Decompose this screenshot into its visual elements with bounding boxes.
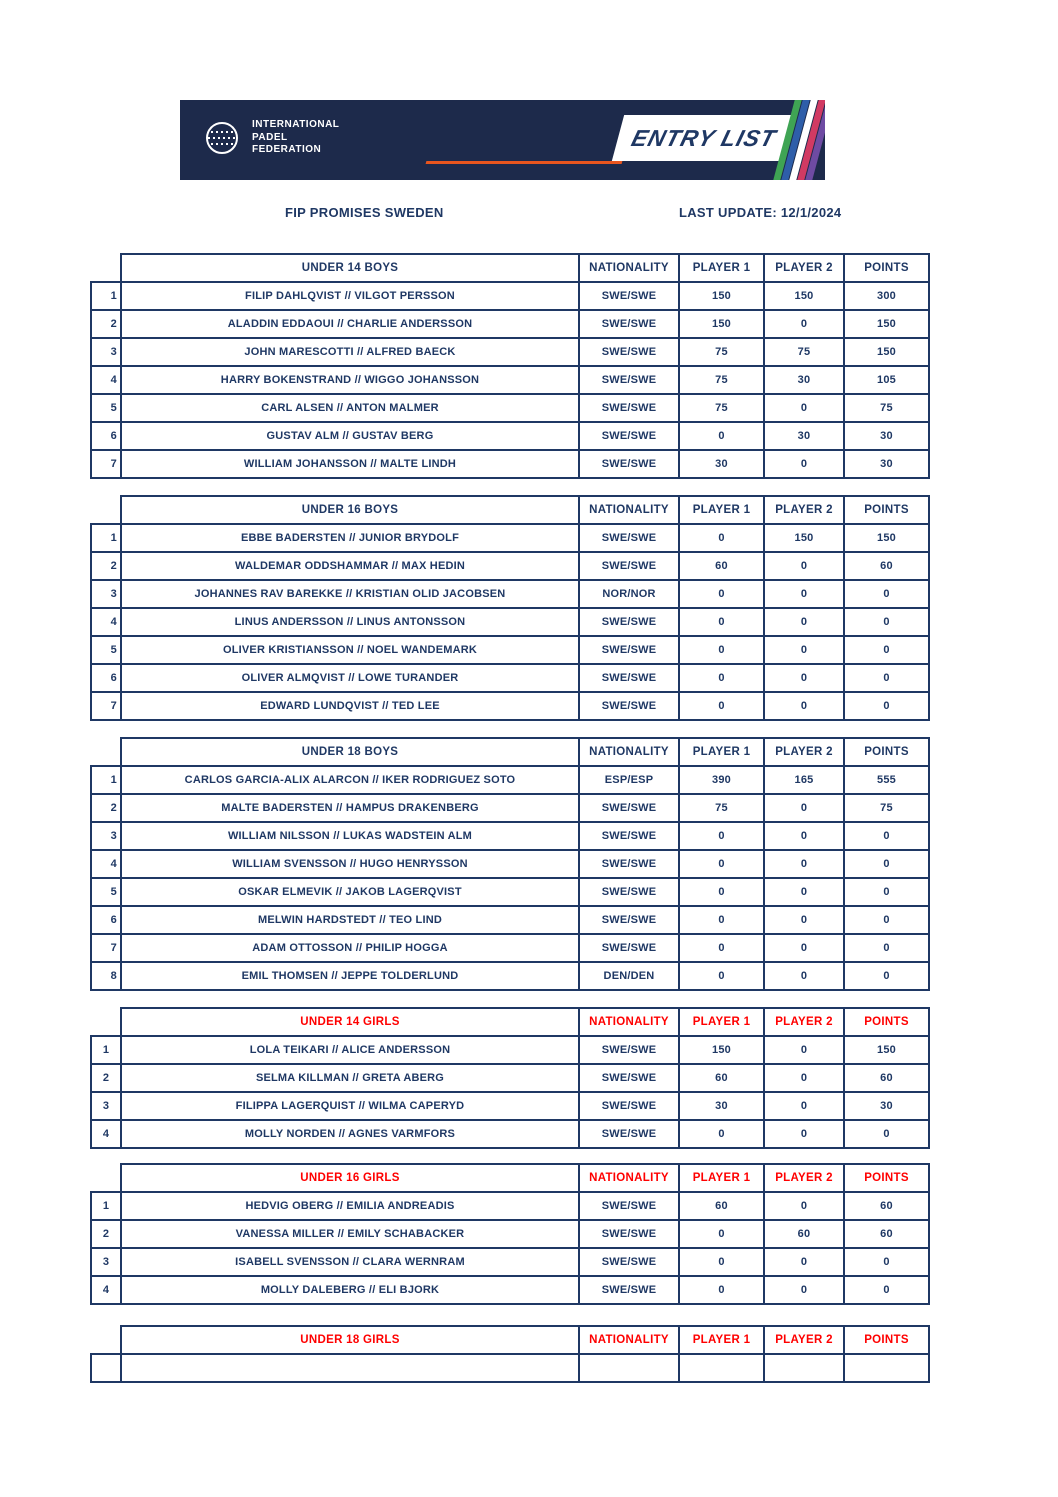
- team-cell: CARLOS GARCIA-ALIX ALARCON // IKER RODRIGUEZ SOTO: [120, 765, 580, 795]
- table-row: [90, 765, 930, 795]
- player2-points-cell: [763, 1353, 845, 1383]
- table-row: [90, 1247, 930, 1277]
- player1-points-cell: 0: [678, 821, 765, 851]
- player1-points-cell: 0: [678, 607, 765, 637]
- table-row: [90, 933, 930, 963]
- rank-cell: 7: [90, 449, 122, 479]
- event-title: FIP PROMISES SWEDEN: [285, 205, 444, 220]
- table-row: [90, 793, 930, 823]
- table-header-row: [90, 737, 930, 767]
- table-row: [90, 1119, 930, 1149]
- player1-points-cell: [678, 1353, 765, 1383]
- nationality-cell: SWE/SWE: [578, 309, 680, 339]
- federation-name-line1: INTERNATIONAL: [252, 119, 340, 131]
- player2-points-cell: 0: [763, 961, 845, 991]
- team-cell: FILIP DAHLQVIST // VILGOT PERSSON: [120, 281, 580, 311]
- team-cell: MOLLY NORDEN // AGNES VARMFORS: [120, 1119, 580, 1149]
- points-header: POINTS: [843, 1325, 930, 1355]
- nationality-cell: SWE/SWE: [578, 1191, 680, 1221]
- nationality-cell: SWE/SWE: [578, 1247, 680, 1277]
- team-cell: SELMA KILLMAN // GRETA ABERG: [120, 1063, 580, 1093]
- nationality-cell: SWE/SWE: [578, 663, 680, 693]
- points-cell: 0: [843, 877, 930, 907]
- table-title: UNDER 18 GIRLS: [120, 1325, 580, 1355]
- player2-header: PLAYER 2: [763, 1325, 845, 1355]
- player2-points-cell: 0: [763, 821, 845, 851]
- points-cell: 150: [843, 309, 930, 339]
- points-cell: 0: [843, 1247, 930, 1277]
- table-row: [90, 635, 930, 665]
- player2-header: PLAYER 2: [763, 253, 845, 283]
- team-cell: CARL ALSEN // ANTON MALMER: [120, 393, 580, 423]
- points-header: POINTS: [843, 495, 930, 525]
- rank-cell: 3: [90, 821, 122, 851]
- player1-points-cell: 0: [678, 1275, 765, 1305]
- team-cell: WALDEMAR ODDSHAMMAR // MAX HEDIN: [120, 551, 580, 581]
- team-cell: MELWIN HARDSTEDT // TEO LIND: [120, 905, 580, 935]
- player2-points-cell: 75: [763, 337, 845, 367]
- nationality-cell: ESP/ESP: [578, 765, 680, 795]
- rank-spacer: [90, 1163, 122, 1193]
- points-cell: 60: [843, 1063, 930, 1093]
- entry-table: [90, 495, 930, 721]
- rank-cell: 7: [90, 691, 122, 721]
- points-cell: 0: [843, 663, 930, 693]
- rank-spacer: [90, 737, 122, 767]
- team-cell: HARRY BOKENSTRAND // WIGGO JOHANSSON: [120, 365, 580, 395]
- table-row: [90, 691, 930, 721]
- table-row: [90, 281, 930, 311]
- player1-points-cell: 0: [678, 523, 765, 553]
- nationality-cell: SWE/SWE: [578, 421, 680, 451]
- player2-points-cell: 0: [763, 663, 845, 693]
- table-title: UNDER 14 BOYS: [120, 253, 580, 283]
- points-cell: 300: [843, 281, 930, 311]
- player1-points-cell: 390: [678, 765, 765, 795]
- rank-cell: 2: [90, 1219, 122, 1249]
- rank-cell: 4: [90, 607, 122, 637]
- points-cell: 150: [843, 1035, 930, 1065]
- table-title: UNDER 16 BOYS: [120, 495, 580, 525]
- entry-list-box: [612, 115, 796, 161]
- team-cell: WILLIAM SVENSSON // HUGO HENRYSSON: [120, 849, 580, 879]
- player1-header: PLAYER 1: [678, 253, 765, 283]
- points-cell: 0: [843, 905, 930, 935]
- nationality-header: NATIONALITY: [578, 1163, 680, 1193]
- team-cell: LOLA TEIKARI // ALICE ANDERSSON: [120, 1035, 580, 1065]
- table-header-row: [90, 1007, 930, 1037]
- rank-cell: 4: [90, 849, 122, 879]
- team-cell: EMIL THOMSEN // JEPPE TOLDERLUND: [120, 961, 580, 991]
- rank-cell: 1: [90, 1191, 122, 1221]
- team-cell: WILLIAM JOHANSSON // MALTE LINDH: [120, 449, 580, 479]
- player2-points-cell: 0: [763, 691, 845, 721]
- player2-points-cell: 165: [763, 765, 845, 795]
- points-cell: 0: [843, 1275, 930, 1305]
- player2-points-cell: 150: [763, 523, 845, 553]
- team-cell: MALTE BADERSTEN // HAMPUS DRAKENBERG: [120, 793, 580, 823]
- player1-points-cell: 0: [678, 961, 765, 991]
- nationality-cell: DEN/DEN: [578, 961, 680, 991]
- player1-points-cell: 75: [678, 393, 765, 423]
- points-cell: 0: [843, 691, 930, 721]
- player2-points-cell: 0: [763, 1063, 845, 1093]
- table-row: [90, 877, 930, 907]
- rank-cell: 1: [90, 281, 122, 311]
- player2-points-cell: 0: [763, 793, 845, 823]
- nationality-header: NATIONALITY: [578, 1007, 680, 1037]
- player1-points-cell: 75: [678, 337, 765, 367]
- player1-header: PLAYER 1: [678, 1007, 765, 1037]
- rank-cell: 2: [90, 793, 122, 823]
- player2-points-cell: 0: [763, 551, 845, 581]
- player2-points-cell: 0: [763, 849, 845, 879]
- points-cell: [843, 1353, 930, 1383]
- table-row: [90, 337, 930, 367]
- entry-table: [90, 1163, 930, 1305]
- rank-cell: 2: [90, 551, 122, 581]
- player2-points-cell: 0: [763, 449, 845, 479]
- table-row: [90, 1219, 930, 1249]
- player2-points-cell: 0: [763, 933, 845, 963]
- nationality-cell: SWE/SWE: [578, 551, 680, 581]
- player2-points-cell: 60: [763, 1219, 845, 1249]
- player2-header: PLAYER 2: [763, 1163, 845, 1193]
- nationality-cell: SWE/SWE: [578, 1035, 680, 1065]
- rank-spacer: [90, 253, 122, 283]
- table-row: [90, 1353, 930, 1383]
- points-cell: 150: [843, 523, 930, 553]
- points-cell: 105: [843, 365, 930, 395]
- table-header-row: [90, 1325, 930, 1355]
- rank-cell: 2: [90, 309, 122, 339]
- player1-points-cell: 150: [678, 281, 765, 311]
- player2-points-cell: 0: [763, 1275, 845, 1305]
- ipf-logo: [202, 118, 339, 158]
- player1-points-cell: 0: [678, 933, 765, 963]
- table-title: UNDER 16 GIRLS: [120, 1163, 580, 1193]
- nationality-header: NATIONALITY: [578, 253, 680, 283]
- player2-points-cell: 0: [763, 905, 845, 935]
- points-cell: 30: [843, 449, 930, 479]
- player1-points-cell: 0: [678, 579, 765, 609]
- nationality-cell: SWE/SWE: [578, 337, 680, 367]
- player1-header: PLAYER 1: [678, 737, 765, 767]
- nationality-cell: NOR/NOR: [578, 579, 680, 609]
- nationality-cell: SWE/SWE: [578, 365, 680, 395]
- table-header-row: [90, 1163, 930, 1193]
- rank-cell: 4: [90, 365, 122, 395]
- team-cell: VANESSA MILLER // EMILY SCHABACKER: [120, 1219, 580, 1249]
- federation-name-line2: PADEL: [252, 131, 288, 143]
- nationality-cell: SWE/SWE: [578, 793, 680, 823]
- nationality-header: NATIONALITY: [578, 495, 680, 525]
- player2-points-cell: 0: [763, 1091, 845, 1121]
- points-cell: 60: [843, 1191, 930, 1221]
- nationality-cell: [578, 1353, 680, 1383]
- rank-cell: 2: [90, 1063, 122, 1093]
- rank-cell: 1: [90, 1035, 122, 1065]
- nationality-header: NATIONALITY: [578, 737, 680, 767]
- player1-header: PLAYER 1: [678, 1325, 765, 1355]
- table-title: UNDER 18 BOYS: [120, 737, 580, 767]
- nationality-cell: SWE/SWE: [578, 607, 680, 637]
- points-cell: 0: [843, 849, 930, 879]
- federation-name-line3: FEDERATION: [252, 144, 322, 156]
- team-cell: EBBE BADERSTEN // JUNIOR BRYDOLF: [120, 523, 580, 553]
- player1-points-cell: 0: [678, 849, 765, 879]
- points-cell: 0: [843, 933, 930, 963]
- table-row: [90, 365, 930, 395]
- player2-header: PLAYER 2: [763, 495, 845, 525]
- nationality-cell: SWE/SWE: [578, 449, 680, 479]
- header-banner: [180, 100, 825, 180]
- player2-points-cell: 30: [763, 421, 845, 451]
- player2-points-cell: 0: [763, 607, 845, 637]
- team-cell: OSKAR ELMEVIK // JAKOB LAGERQVIST: [120, 877, 580, 907]
- table-row: [90, 1091, 930, 1121]
- rank-cell: 3: [90, 337, 122, 367]
- rank-spacer: [90, 1007, 122, 1037]
- player2-points-cell: 0: [763, 393, 845, 423]
- player2-header: PLAYER 2: [763, 737, 845, 767]
- rank-cell: 4: [90, 1119, 122, 1149]
- points-cell: 0: [843, 1119, 930, 1149]
- nationality-cell: SWE/SWE: [578, 877, 680, 907]
- player2-points-cell: 0: [763, 579, 845, 609]
- player2-points-cell: 0: [763, 309, 845, 339]
- nationality-cell: SWE/SWE: [578, 1219, 680, 1249]
- entry-list-title: ENTRY LIST: [628, 124, 780, 151]
- rank-cell: 3: [90, 1091, 122, 1121]
- team-cell: FILIPPA LAGERQUIST // WILMA CAPERYD: [120, 1091, 580, 1121]
- team-cell: JOHANNES RAV BAREKKE // KRISTIAN OLID JACOBSEN: [120, 579, 580, 609]
- nationality-cell: SWE/SWE: [578, 849, 680, 879]
- rank-spacer: [90, 1325, 122, 1355]
- team-cell: LINUS ANDERSSON // LINUS ANTONSSON: [120, 607, 580, 637]
- points-cell: 0: [843, 635, 930, 665]
- player2-points-cell: 0: [763, 635, 845, 665]
- rank-cell: 6: [90, 905, 122, 935]
- table-row: [90, 821, 930, 851]
- table-row: [90, 579, 930, 609]
- rank-cell: 1: [90, 765, 122, 795]
- player1-points-cell: 0: [678, 421, 765, 451]
- player1-points-cell: 60: [678, 551, 765, 581]
- rank-cell: 5: [90, 877, 122, 907]
- rank-cell: 8: [90, 961, 122, 991]
- nationality-cell: SWE/SWE: [578, 1063, 680, 1093]
- table-row: [90, 849, 930, 879]
- rank-cell: 1: [90, 523, 122, 553]
- table-row: [90, 663, 930, 693]
- nationality-cell: SWE/SWE: [578, 1119, 680, 1149]
- points-cell: 60: [843, 1219, 930, 1249]
- player2-points-cell: 0: [763, 877, 845, 907]
- player1-points-cell: 150: [678, 1035, 765, 1065]
- table-row: [90, 551, 930, 581]
- team-cell: EDWARD LUNDQVIST // TED LEE: [120, 691, 580, 721]
- table-row: [90, 1035, 930, 1065]
- rank-cell: 4: [90, 1275, 122, 1305]
- team-cell: OLIVER KRISTIANSSON // NOEL WANDEMARK: [120, 635, 580, 665]
- player1-points-cell: 60: [678, 1191, 765, 1221]
- points-cell: 30: [843, 1091, 930, 1121]
- table-row: [90, 449, 930, 479]
- rank-cell: 5: [90, 393, 122, 423]
- points-cell: 60: [843, 551, 930, 581]
- player2-points-cell: 0: [763, 1119, 845, 1149]
- team-cell: MOLLY DALEBERG // ELI BJORK: [120, 1275, 580, 1305]
- nationality-cell: SWE/SWE: [578, 905, 680, 935]
- team-cell: JOHN MARESCOTTI // ALFRED BAECK: [120, 337, 580, 367]
- player1-points-cell: 0: [678, 663, 765, 693]
- points-header: POINTS: [843, 1163, 930, 1193]
- player1-points-cell: 30: [678, 1091, 765, 1121]
- rank-cell: 3: [90, 1247, 122, 1277]
- team-cell: HEDVIG OBERG // EMILIA ANDREADIS: [120, 1191, 580, 1221]
- points-cell: 0: [843, 607, 930, 637]
- team-cell: ADAM OTTOSSON // PHILIP HOGGA: [120, 933, 580, 963]
- table-row: [90, 1063, 930, 1093]
- table-row: [90, 1275, 930, 1305]
- player2-points-cell: 30: [763, 365, 845, 395]
- points-cell: 75: [843, 793, 930, 823]
- table-row: [90, 309, 930, 339]
- rank-cell: 6: [90, 663, 122, 693]
- entry-table: [90, 253, 930, 479]
- entry-tables: [90, 253, 930, 1399]
- table-row: [90, 523, 930, 553]
- team-cell: OLIVER ALMQVIST // LOWE TURANDER: [120, 663, 580, 693]
- table-row: [90, 421, 930, 451]
- player2-header: PLAYER 2: [763, 1007, 845, 1037]
- player1-points-cell: 0: [678, 877, 765, 907]
- table-row: [90, 607, 930, 637]
- federation-name: [252, 119, 339, 157]
- rank-cell: 6: [90, 421, 122, 451]
- player1-points-cell: 0: [678, 691, 765, 721]
- player1-header: PLAYER 1: [678, 495, 765, 525]
- table-row: [90, 1191, 930, 1221]
- player1-points-cell: 0: [678, 1119, 765, 1149]
- table-row: [90, 961, 930, 991]
- nationality-header: NATIONALITY: [578, 1325, 680, 1355]
- table-row: [90, 905, 930, 935]
- nationality-cell: SWE/SWE: [578, 523, 680, 553]
- player1-points-cell: 60: [678, 1063, 765, 1093]
- player2-points-cell: 150: [763, 281, 845, 311]
- nationality-cell: SWE/SWE: [578, 1091, 680, 1121]
- points-header: POINTS: [843, 253, 930, 283]
- entry-table: [90, 737, 930, 991]
- player2-points-cell: 0: [763, 1035, 845, 1065]
- table-header-row: [90, 495, 930, 525]
- padel-ball-icon: [202, 118, 242, 158]
- team-cell: GUSTAV ALM // GUSTAV BERG: [120, 421, 580, 451]
- team-cell: WILLIAM NILSSON // LUKAS WADSTEIN ALM: [120, 821, 580, 851]
- player2-points-cell: 0: [763, 1191, 845, 1221]
- points-cell: 150: [843, 337, 930, 367]
- nationality-cell: SWE/SWE: [578, 691, 680, 721]
- points-cell: 75: [843, 393, 930, 423]
- rank-cell: 7: [90, 933, 122, 963]
- team-cell: [120, 1353, 580, 1383]
- team-cell: ISABELL SVENSSON // CLARA WERNRAM: [120, 1247, 580, 1277]
- points-cell: 30: [843, 421, 930, 451]
- player1-points-cell: 75: [678, 365, 765, 395]
- points-cell: 0: [843, 821, 930, 851]
- player1-points-cell: 0: [678, 1219, 765, 1249]
- entry-table: [90, 1007, 930, 1149]
- table-row: [90, 393, 930, 423]
- player1-points-cell: 30: [678, 449, 765, 479]
- table-title: UNDER 14 GIRLS: [120, 1007, 580, 1037]
- points-cell: 0: [843, 961, 930, 991]
- player1-header: PLAYER 1: [678, 1163, 765, 1193]
- nationality-cell: SWE/SWE: [578, 393, 680, 423]
- points-header: POINTS: [843, 737, 930, 767]
- nationality-cell: SWE/SWE: [578, 933, 680, 963]
- player1-points-cell: 0: [678, 905, 765, 935]
- player1-points-cell: 0: [678, 635, 765, 665]
- banner-accent-line: [426, 161, 623, 164]
- points-cell: 555: [843, 765, 930, 795]
- player2-points-cell: 0: [763, 1247, 845, 1277]
- player1-points-cell: 150: [678, 309, 765, 339]
- rank-cell: 3: [90, 579, 122, 609]
- nationality-cell: SWE/SWE: [578, 635, 680, 665]
- nationality-cell: SWE/SWE: [578, 821, 680, 851]
- team-cell: ALADDIN EDDAOUI // CHARLIE ANDERSSON: [120, 309, 580, 339]
- rank-cell: 5: [90, 635, 122, 665]
- nationality-cell: SWE/SWE: [578, 1275, 680, 1305]
- rank-cell: [90, 1353, 122, 1383]
- entry-table: [90, 1325, 930, 1383]
- table-header-row: [90, 253, 930, 283]
- player1-points-cell: 75: [678, 793, 765, 823]
- points-header: POINTS: [843, 1007, 930, 1037]
- nationality-cell: SWE/SWE: [578, 281, 680, 311]
- last-update: LAST UPDATE: 12/1/2024: [679, 205, 842, 220]
- player1-points-cell: 0: [678, 1247, 765, 1277]
- points-cell: 0: [843, 579, 930, 609]
- rank-spacer: [90, 495, 122, 525]
